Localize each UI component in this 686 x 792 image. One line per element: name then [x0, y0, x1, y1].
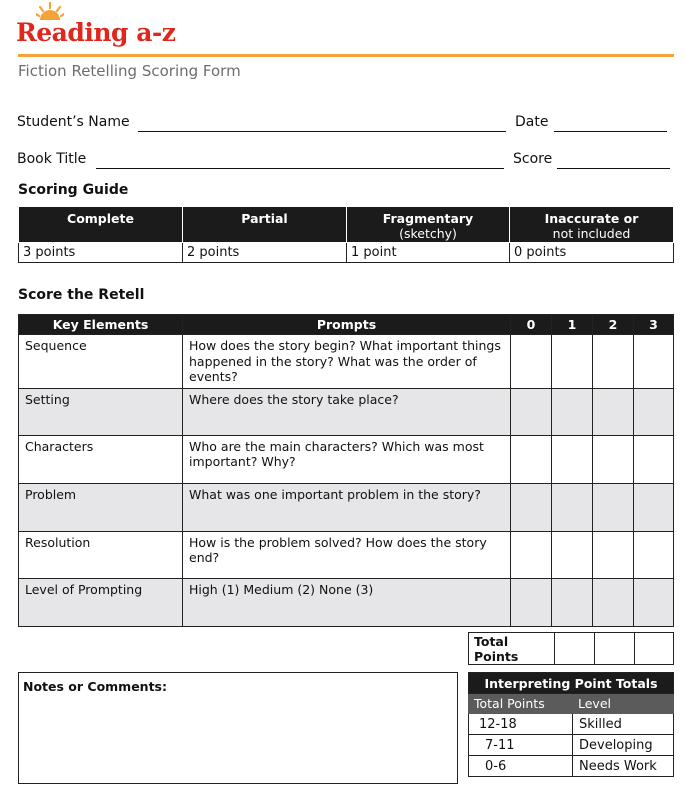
- scoring-guide-table: [18, 206, 674, 263]
- guide-value: 3 points: [19, 243, 183, 263]
- header-divider: [18, 54, 674, 57]
- interp-header-level: Level: [573, 694, 674, 714]
- date-input[interactable]: [554, 131, 667, 132]
- guide-header-inaccurate: Inaccurate or not included: [510, 207, 674, 243]
- score-cell-3[interactable]: [634, 435, 674, 483]
- interp-level: Skilled: [573, 714, 674, 735]
- score-cell-2[interactable]: [593, 483, 634, 531]
- total-cell[interactable]: [635, 633, 674, 665]
- score-cell-0[interactable]: [511, 531, 552, 578]
- score-cell-3[interactable]: [634, 388, 674, 435]
- score-cell-2[interactable]: [593, 578, 634, 626]
- interpreting-table: [468, 672, 674, 777]
- interp-level: Developing: [573, 735, 674, 756]
- book-score-row: [17, 151, 673, 173]
- key-element: Level of Prompting: [19, 578, 183, 626]
- table-row: [19, 335, 674, 389]
- prompt: High (1) Medium (2) None (3): [183, 578, 511, 626]
- score-cell-3[interactable]: [634, 531, 674, 578]
- interp-points: 7-11: [469, 735, 573, 756]
- table-row: [469, 714, 674, 735]
- guide-value: 1 point: [347, 243, 510, 263]
- score-cell-0[interactable]: [511, 435, 552, 483]
- student-name-input[interactable]: [138, 131, 506, 132]
- table-row: [19, 388, 674, 435]
- key-element: Problem: [19, 483, 183, 531]
- retell-header-score-1: 1: [552, 315, 593, 335]
- retell-header-score-3: 3: [634, 315, 674, 335]
- score-cell-2[interactable]: [593, 335, 634, 389]
- book-title-input[interactable]: [96, 168, 504, 169]
- score-cell-1[interactable]: [552, 483, 593, 531]
- form-title: Fiction Retelling Scoring Form: [18, 62, 241, 80]
- interp-level: Needs Work: [573, 756, 674, 777]
- score-cell-3[interactable]: [634, 483, 674, 531]
- table-row: [19, 435, 674, 483]
- prompt: How is the problem solved? How does the story end?: [183, 531, 511, 578]
- guide-value: 0 points: [510, 243, 674, 263]
- key-element: Sequence: [19, 335, 183, 389]
- key-element: Characters: [19, 435, 183, 483]
- book-title-label: Book Title: [17, 151, 87, 167]
- score-input[interactable]: [557, 168, 670, 169]
- reading-az-logo: [16, 2, 216, 50]
- score-cell-1[interactable]: [552, 435, 593, 483]
- table-row: [469, 756, 674, 777]
- student-name-label: Student’s Name: [17, 114, 130, 130]
- score-retell-title: Score the Retell: [18, 287, 145, 303]
- notes-box[interactable]: [18, 672, 458, 784]
- interpreting-title: Interpreting Point Totals: [469, 673, 674, 694]
- retell-header-score-2: 2: [593, 315, 634, 335]
- total-points-label: Total Points: [469, 633, 555, 665]
- retell-table: [18, 314, 674, 627]
- score-cell-2[interactable]: [593, 531, 634, 578]
- score-cell-0[interactable]: [511, 483, 552, 531]
- notes-label: Notes or Comments:: [23, 679, 168, 694]
- table-row: [469, 735, 674, 756]
- prompt: How does the story begin? What important things happened in the story? What was the order of events?: [183, 335, 511, 389]
- table-row: [19, 578, 674, 626]
- score-cell-2[interactable]: [593, 435, 634, 483]
- score-cell-3[interactable]: [634, 335, 674, 389]
- interp-points: 12-18: [469, 714, 573, 735]
- guide-value: 2 points: [183, 243, 347, 263]
- score-cell-1[interactable]: [552, 531, 593, 578]
- key-element: Setting: [19, 388, 183, 435]
- table-row: [19, 531, 674, 578]
- score-cell-1[interactable]: [552, 335, 593, 389]
- score-cell-2[interactable]: [593, 388, 634, 435]
- interp-points: 0-6: [469, 756, 573, 777]
- table-row: [19, 483, 674, 531]
- date-label: Date: [515, 114, 549, 130]
- score-cell-0[interactable]: [511, 388, 552, 435]
- score-cell-1[interactable]: [552, 388, 593, 435]
- key-element: Resolution: [19, 531, 183, 578]
- retell-header-score-0: 0: [511, 315, 552, 335]
- interp-header-points: Total Points: [469, 694, 573, 714]
- retell-header-key-elements: Key Elements: [19, 315, 183, 335]
- guide-header-complete: Complete: [19, 207, 183, 243]
- score-cell-0[interactable]: [511, 578, 552, 626]
- score-label: Score: [513, 151, 553, 167]
- prompt: Who are the main characters? Which was most important? Why?: [183, 435, 511, 483]
- total-cell[interactable]: [595, 633, 635, 665]
- guide-header-fragmentary: Fragmentary (sketchy): [347, 207, 510, 243]
- name-date-row: [17, 114, 673, 136]
- guide-header-partial: Partial: [183, 207, 347, 243]
- score-cell-1[interactable]: [552, 578, 593, 626]
- score-cell-3[interactable]: [634, 578, 674, 626]
- total-points-table: [468, 632, 674, 665]
- retell-header-prompts: Prompts: [183, 315, 511, 335]
- total-cell[interactable]: [555, 633, 595, 665]
- scoring-guide-title: Scoring Guide: [18, 182, 129, 198]
- prompt: Where does the story take place?: [183, 388, 511, 435]
- logo-text: Reading a-z: [16, 18, 176, 47]
- prompt: What was one important problem in the story?: [183, 483, 511, 531]
- score-cell-0[interactable]: [511, 335, 552, 389]
